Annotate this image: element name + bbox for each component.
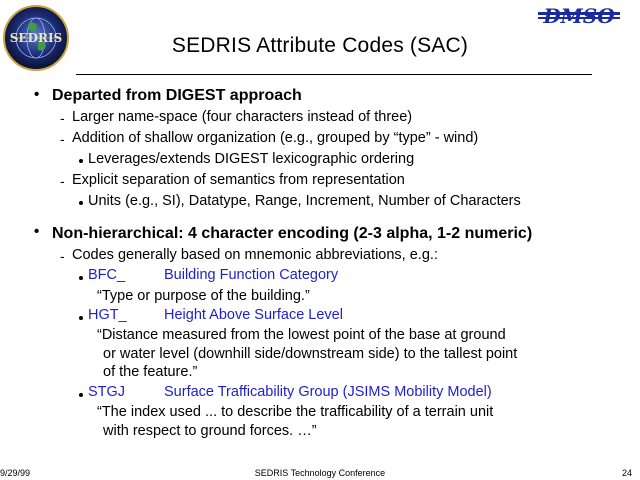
bullet-marker: • xyxy=(34,86,40,103)
code-bfc-name: Building Function Category xyxy=(164,267,339,283)
dash-marker: - xyxy=(60,248,65,264)
code-bfc: BFC_ xyxy=(88,267,126,283)
dot-marker xyxy=(79,201,83,205)
code-hgt-description-line2: or water level (downhill side/downstream side) to the tallest point xyxy=(103,346,518,362)
dot-marker xyxy=(79,159,83,163)
code-hgt-name: Height Above Surface Level xyxy=(164,307,343,323)
slide-title: SEDRIS Attribute Codes (SAC) xyxy=(171,34,469,57)
svg-text:SEDRIS: SEDRIS xyxy=(9,31,63,45)
code-hgt: HGT_ xyxy=(88,307,127,323)
code-stgj-description-line1: “The index used ... to describe the trafficability of a terrain unit xyxy=(97,404,494,420)
code-hgt-description-line1: “Distance measured from the lowest point of the base at ground xyxy=(97,327,506,343)
sub-bullet-semantics: Explicit separation of semantics from representation xyxy=(72,172,405,188)
page-number: 24 xyxy=(622,468,633,478)
code-hgt-description-line3: of the feature.” xyxy=(103,364,198,380)
dash-marker: - xyxy=(60,131,65,147)
sub-bullet-name-space: Larger name-space (four characters instead of three) xyxy=(72,109,413,125)
sub-sub-bullet-lexicographic: Leverages/extends DIGEST lexicographic ordering xyxy=(88,151,415,167)
code-bfc-description: “Type or purpose of the building.” xyxy=(97,288,310,304)
title-divider xyxy=(76,74,592,75)
dash-marker: - xyxy=(60,173,65,189)
sub-bullet-mnemonic: Codes generally based on mnemonic abbreviations, e.g.: xyxy=(72,247,438,263)
dot-marker xyxy=(79,276,83,280)
dot-marker xyxy=(79,393,83,397)
bullet-marker: • xyxy=(34,223,40,240)
dot-marker xyxy=(79,316,83,320)
dash-marker: - xyxy=(60,110,65,126)
bullet-non-hierarchical: Non-hierarchical: 4 character encoding (2-3 alpha, 1-2 numeric) xyxy=(52,225,533,242)
dmso-logo xyxy=(538,4,620,26)
sub-sub-bullet-units: Units (e.g., SI), Datatype, Range, Increment, Number of Characters xyxy=(88,193,521,209)
footer-conference: SEDRIS Technology Conference xyxy=(254,468,386,478)
footer-date: 9/29/99 xyxy=(0,468,31,478)
code-stgj: STGJ xyxy=(88,384,126,400)
code-stgj-description-line2: with respect to ground forces. …” xyxy=(103,423,317,439)
sub-bullet-shallow-organization: Addition of shallow organization (e.g., grouped by “type” - wind) xyxy=(72,130,479,146)
code-stgj-name: Surface Trafficability Group (JSIMS Mobility Model) xyxy=(164,384,492,400)
bullet-departed-digest: Departed from DIGEST approach xyxy=(52,87,302,104)
svg-text:DMSO: DMSO xyxy=(543,4,615,26)
